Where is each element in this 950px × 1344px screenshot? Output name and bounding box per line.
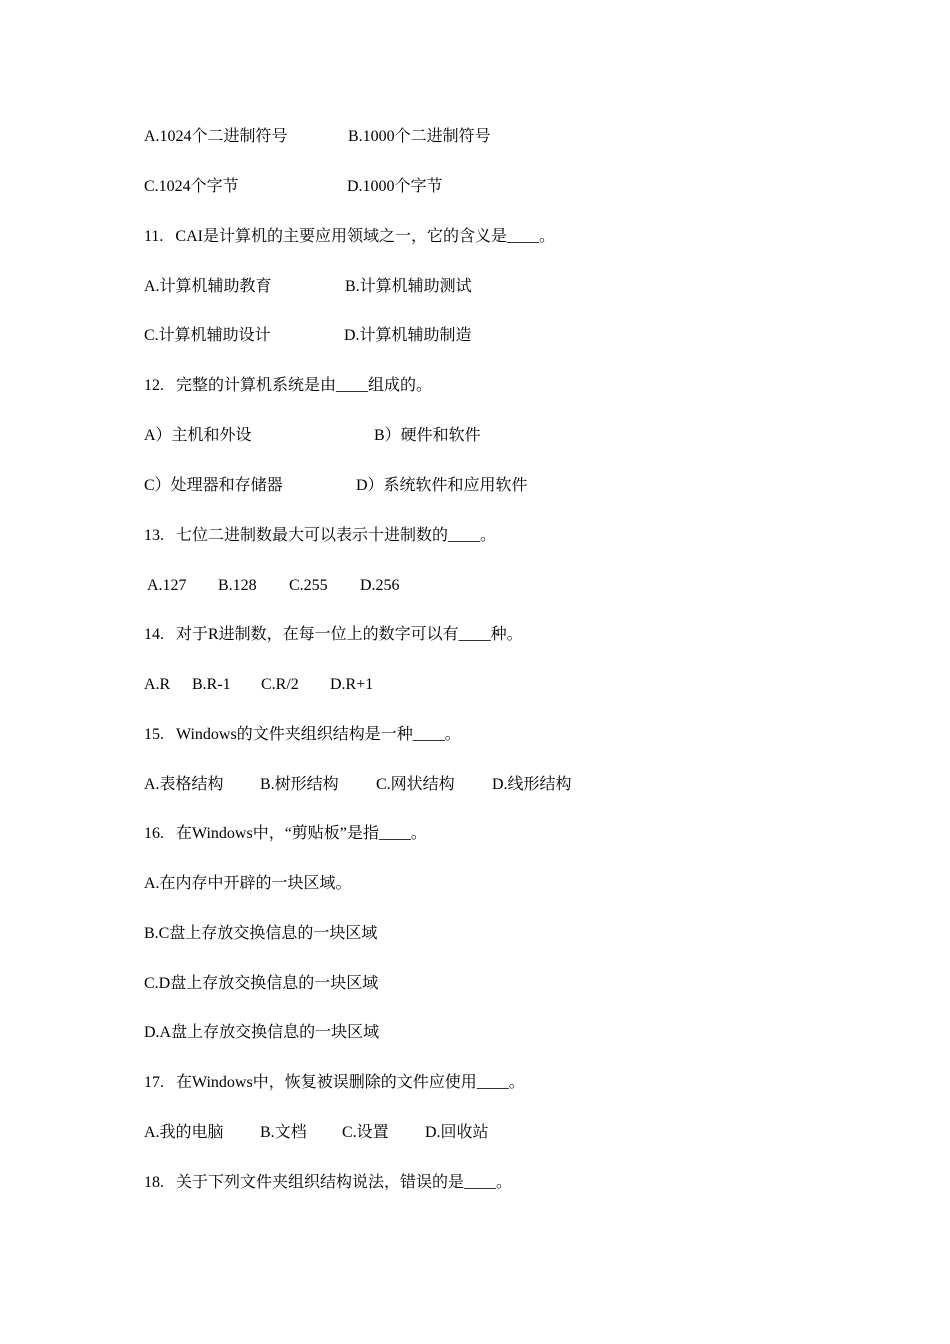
- question-16: [144, 822, 427, 846]
- option-c: C.计算机辅助设计: [144, 327, 271, 344]
- option-d: D.线形结构: [492, 776, 572, 793]
- question-11: [144, 225, 555, 249]
- question-17: [144, 1071, 525, 1095]
- question-12: [144, 374, 433, 398]
- q16-option-d: [144, 1021, 380, 1045]
- question-text: 18. 关于下列文件夹组织结构说法，错误的是____。: [144, 1174, 513, 1191]
- question-text: 15. Windows的文件夹组织结构是一种____。: [144, 726, 461, 743]
- q17-options: [144, 1121, 489, 1145]
- option-d: D.1000个字节: [347, 178, 443, 195]
- option-b: B.文档: [260, 1124, 307, 1141]
- option-d: D.A盘上存放交换信息的一块区域: [144, 1024, 380, 1041]
- option-d: D.回收站: [425, 1124, 489, 1141]
- option-c: C.D盘上存放交换信息的一块区域: [144, 975, 379, 992]
- option-a: A.R: [144, 676, 171, 693]
- question-text: 17. 在Windows中，恢复被误删除的文件应使用____。: [144, 1074, 525, 1091]
- q11-options-cd: [144, 324, 472, 348]
- option-c: C）处理器和存储器: [144, 477, 283, 494]
- option-a: A.1024个二进制符号: [144, 128, 288, 145]
- question-text: 14. 对于R进制数，在每一位上的数字可以有____种。: [144, 626, 523, 643]
- q10-options-ab: [144, 125, 491, 149]
- option-d: D.R+1: [330, 676, 374, 693]
- question-13: [144, 524, 497, 548]
- question-text: 11. CAI是计算机的主要应用领域之一，它的含义是____。: [144, 228, 555, 245]
- q16-option-b: [144, 922, 378, 946]
- option-c: C.设置: [342, 1124, 389, 1141]
- option-a: A.计算机辅助教育: [144, 278, 272, 295]
- question-15: [144, 723, 461, 747]
- question-18: [144, 1171, 513, 1195]
- option-a: A.表格结构: [144, 776, 224, 793]
- option-c: C.1024个字节: [144, 178, 239, 195]
- q16-option-c: [144, 972, 379, 996]
- option-b: B.1000个二进制符号: [348, 128, 491, 145]
- option-d: D.计算机辅助制造: [344, 327, 472, 344]
- option-a: A.在内存中开辟的一块区域。: [144, 875, 352, 892]
- option-b: B.C盘上存放交换信息的一块区域: [144, 925, 378, 942]
- q12-options-cd: [144, 474, 528, 498]
- option-b: B.R-1: [192, 676, 231, 693]
- q12-options-ab: [144, 424, 481, 448]
- option-c: C.R/2: [261, 676, 299, 693]
- q14-options: [144, 673, 374, 697]
- option-c: C.网状结构: [376, 776, 455, 793]
- option-a: A）主机和外设: [144, 427, 252, 444]
- question-text: 13. 七位二进制数最大可以表示十进制数的____。: [144, 527, 497, 544]
- question-14: [144, 623, 523, 647]
- question-text: 12. 完整的计算机系统是由____组成的。: [144, 377, 433, 394]
- q10-options-cd: [144, 175, 443, 199]
- option-b: B.计算机辅助测试: [345, 278, 472, 295]
- option-b: B）硬件和软件: [374, 427, 481, 444]
- option-d: D.256: [360, 577, 400, 594]
- q11-options-ab: [144, 275, 472, 299]
- q13-options: [144, 574, 400, 598]
- question-text: 16. 在Windows中，“剪贴板”是指____。: [144, 825, 427, 842]
- option-b: B.树形结构: [260, 776, 339, 793]
- option-a: A.我的电脑: [144, 1124, 224, 1141]
- option-b: B.128: [218, 577, 257, 594]
- option-d: D）系统软件和应用软件: [356, 477, 528, 494]
- q16-option-a: [144, 872, 352, 896]
- q15-options: [144, 773, 572, 797]
- option-c: C.255: [289, 577, 328, 594]
- option-a: A.127: [147, 577, 187, 594]
